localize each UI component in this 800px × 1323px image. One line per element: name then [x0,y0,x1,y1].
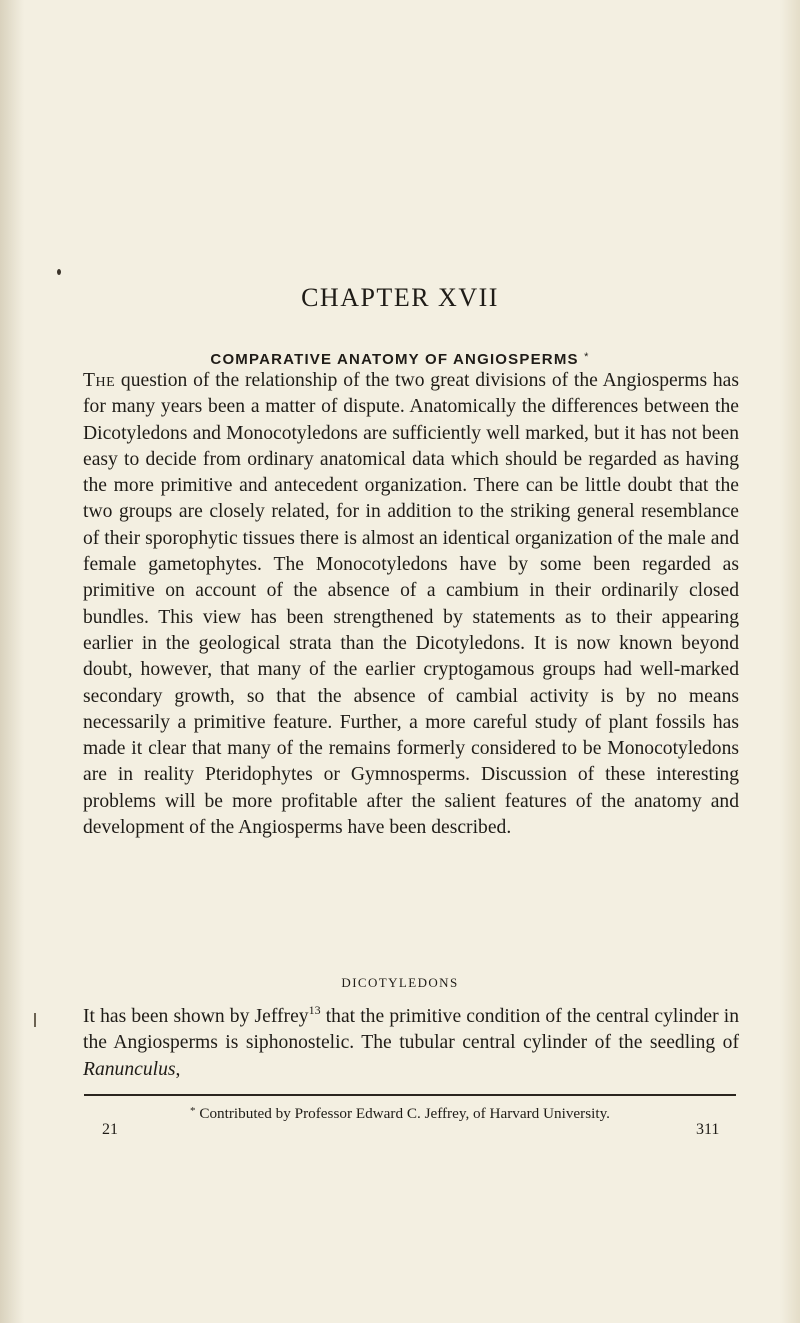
footnote [0,1101,800,1124]
footnote-mark: * [190,1105,196,1117]
footnote-text: Contributed by Professor Edward C. Jeffrey, of Harvard University. [195,1105,610,1122]
margin-mark [34,1013,36,1027]
page-number: 311 [696,1121,720,1138]
genus-name: Ranunculus [83,1058,176,1080]
chapter-subtitle [0,347,800,370]
margin-dot [57,269,61,275]
paragraph-lead-word: The [83,370,116,391]
signature-mark: 21 [102,1121,118,1138]
paragraph-dicotyledons [83,1004,739,1083]
paragraph-introduction [83,368,739,841]
paragraph-dicotyledons-text-start: It has been shown by Jeffrey [83,1006,309,1027]
paragraph-introduction-text: question of the relationship of the two great divisions of the Angiosperms has for many years been a matter of dispute. Anatomically the differences between the Dicotyledons and Monocotyledons are sufficiently well marked, but it has not been easy to decide from ordinary anatomical data which should be regarded as having the more primitive and antecedent organization. There can be little doubt that the two groups are closely related, for in addition to the striking general resemblance of their sporophytic tissues there is almost an identical organization of the male and female gametophytes. The Monocotyledons have by some been regarded as primitive on account of the absence of a cambium in their ordinarily closed bundles. This view has been strengthened by statements as to their appearing earlier in the geological strata than the Dicotyledons. It is now known beyond doubt, however, that many of the earlier cryptogamous groups had well-marked secondary growth, so that the absence of cambial activity is by no means necessarily a primitive feature. Further, a more careful study of plant fossils has made it clear that many of the remains formerly considered to be Monocotyledons are in reality Pteridophytes or Gymnosperms. Discussion of these interesting problems will be more profitable after the salient features of the anatomy and development of the Angiosperms have been described. [83,370,739,839]
chapter-heading: CHAPTER XVII [301,283,499,312]
chapter-subtitle-footnote-mark: * [584,351,590,363]
page-edge-shadow-left [0,0,24,1323]
paragraph-dicotyledons-text-middle: that the primitive condition of the central cylinder in the Angiosperms is siphonostelic. The tubular central cylinder of the seedling of [83,1006,739,1054]
footnote-rule [84,1094,736,1096]
paragraph-dicotyledons-text-end: , [175,1058,181,1080]
page-edge-shadow-right [780,0,800,1323]
reference-number: 13 [308,1003,321,1017]
section-heading: DICOTYLEDONS [341,975,459,990]
chapter-subtitle-text: COMPARATIVE ANATOMY OF ANGIOSPERMS [210,351,579,368]
